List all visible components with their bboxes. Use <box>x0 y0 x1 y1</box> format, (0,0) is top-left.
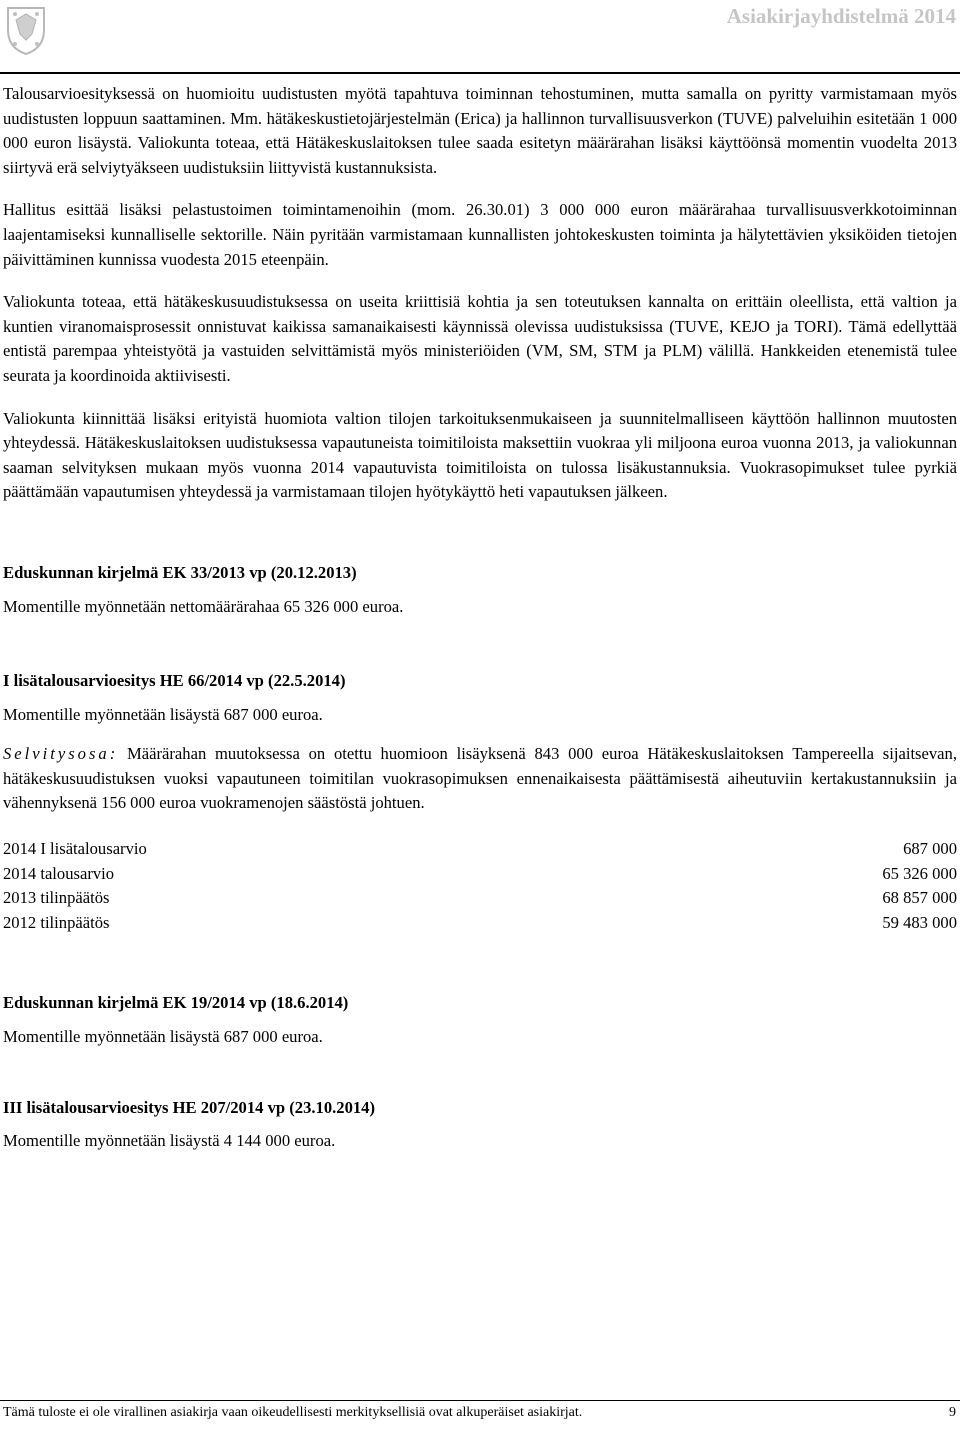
paragraph: Hallitus esittää lisäksi pelastustoimen toimintamenoihin (mom. 26.30.01) 3 000 000 euron määrärahaa turvallisuusverkkotoiminnan laajentamiseksi kunnalliselle sektorille. Näin pyritään varmistamaan kunnallisten johtokeskusten toiminta ja hälytettävien yksiköiden tietojen päivittäminen kunnissa vuodesta 2015 eteenpäin. <box>3 200 957 269</box>
footer-divider <box>0 1400 960 1401</box>
paragraph: Talousarvioesityksessä on huomioitu uudistusten myötä tapahtuva toiminnan tehostuminen, mutta samalla on pyritty varmistamaan myös uudistusten loppuun saattaminen. Mm. hätäkeskustietojärjestelmän (Erica) ja hallinnon turvallisuusverkon (TUVE) palveluihin esitetään 1 000 000 euron lisäystä. Valiokunta toteaa, että Hätäkeskuslaitoksen tulee saada esitetyn määrärahan lisäksi käyttöönsä momentin vuodelta 2013 siirtyvä erä selviytyäkseen uudistuksiin liittyvistä kustannuksista. <box>3 84 957 177</box>
section-text: Momentille myönnetään nettomäärärahaa 65 326 000 euroa. <box>3 596 404 616</box>
figure-row <box>3 837 957 862</box>
figure-row <box>3 862 957 887</box>
figure-row <box>3 911 957 936</box>
page-number: 9 <box>949 1405 956 1420</box>
section-text: Momentille myönnetään lisäystä 687 000 euroa. <box>3 704 323 724</box>
selvitys-text: Määrärahan muutoksessa on otettu huomioon lisäyksenä 843 000 euroa Hätäkeskuslaitoksen Tampereella sijaitsevan, hätäkeskusuudistuksen vuoksi vapautuneen toimitilan vuokrasopimuksen ennenaikaisesta päättämisestä aiheutuviin kertakustannuksiin ja vähennyksenä 156 000 euroa vuokramenojen säästöstä johtuen. <box>3 744 957 813</box>
document-body <box>3 80 957 1154</box>
figure-value: 65 326 000 <box>882 863 957 883</box>
paragraph: Valiokunta toteaa, että hätäkeskusuudistuksessa on useita kriittisiä kohtia ja sen toteutuksen kannalta on erittäin oleellista, että valtion ja kuntien viranomaisprosessit onnistuvat kaikissa samanaikaisesti käynnissä olevissa uudistuksissa (TUVE, KEJO ja TORI). Tämä edellyttää entistä parempaa yhteistyötä ja vastuiden selvittämistä myös ministeriöiden (VM, SM, STM ja PLM) välillä. Hankkeiden etenemistä tulee seurata ja koordinoida aktiivisesti. <box>3 292 957 385</box>
figure-value: 68 857 000 <box>882 888 957 908</box>
coat-of-arms-icon <box>4 4 48 56</box>
section-heading: I lisätalousarvioesitys HE 66/2014 vp (22.5.2014) <box>3 671 346 691</box>
figure-label: 2014 I lisätalousarvio <box>3 839 147 859</box>
figure-value: 59 483 000 <box>882 912 957 932</box>
document-title: Asiakirjayhdistelmä 2014 <box>726 4 956 28</box>
figure-label: 2013 tilinpäätös <box>3 888 110 908</box>
section-text: Momentille myönnetään lisäystä 4 144 000 euroa. <box>3 1131 336 1151</box>
section-heading: Eduskunnan kirjelmä EK 33/2013 vp (20.12.2013) <box>3 562 357 582</box>
figure-row <box>3 886 957 911</box>
figure-label: 2014 talousarvio <box>3 863 115 883</box>
figure-label: 2012 tilinpäätös <box>3 912 110 932</box>
header-divider <box>0 72 960 74</box>
section-heading: Eduskunnan kirjelmä EK 19/2014 vp (18.6.2014) <box>3 993 349 1013</box>
selvitys-paragraph <box>3 742 957 816</box>
footer-note: Tämä tuloste ei ole virallinen asiakirja vaan oikeudellisesti merkityksellisiä ovat alkuperäiset asiakirjat. <box>3 1405 583 1420</box>
section-heading: III lisätalousarvioesitys HE 207/2014 vp (23.10.2014) <box>3 1097 375 1117</box>
paragraph: Valiokunta kiinnittää lisäksi erityistä huomiota valtion tilojen tarkoituksenmukaiseen ja suunnitelmalliseen käyttöön hallinnon muutosten yhteydessä. Hätäkeskuslaitoksen uudistuksessa vapautuneista toimitiloista maksettiin vuokraa yli miljoona euroa vuonna 2013, ja valiokunnan saaman selvityksen mukaan myös vuonna 2014 vapautuvista toimitiloista on tulossa lisäkustannuksia. Vuokrasopimukset tulee pyrkiä päättämään vapautumisen yhteydessä ja varmistamaan tilojen hyötykäyttö heti vapautuksen jälkeen. <box>3 408 957 502</box>
section-text: Momentille myönnetään lisäystä 687 000 euroa. <box>3 1027 323 1047</box>
page-footer <box>3 1405 956 1421</box>
selvitys-label: Selvitysosa: <box>3 744 119 764</box>
figures-table <box>3 837 957 935</box>
figure-value: 687 000 <box>903 839 957 859</box>
page-header <box>0 0 960 78</box>
